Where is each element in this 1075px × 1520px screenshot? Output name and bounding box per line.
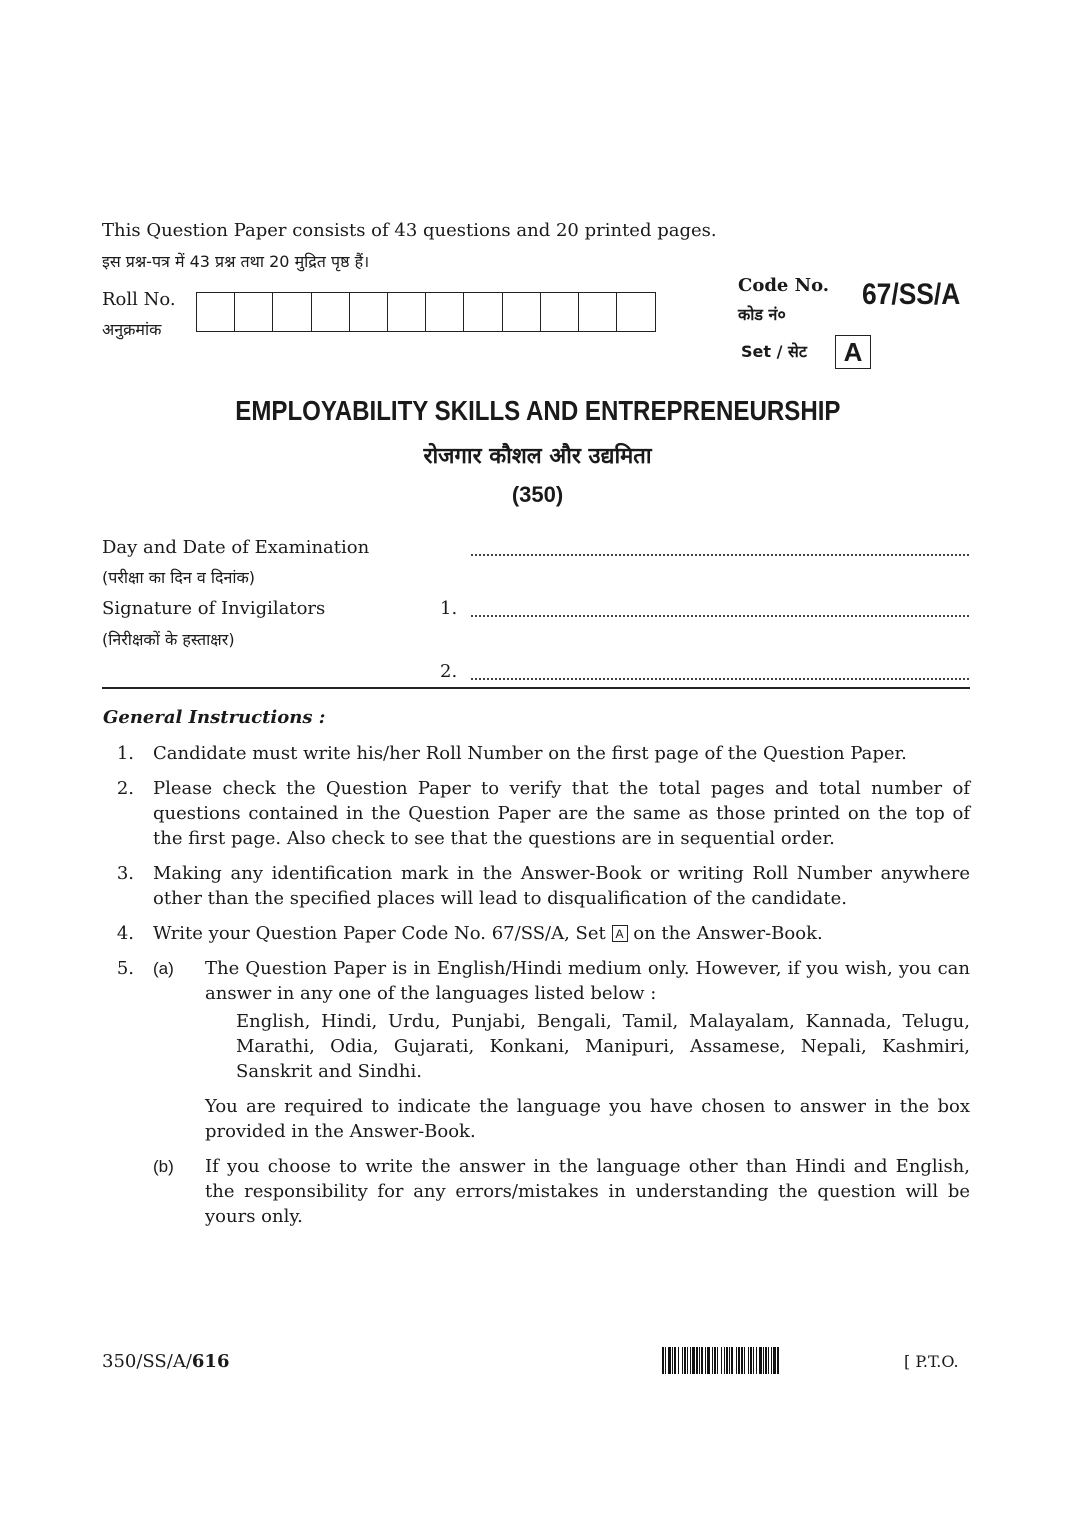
instruction-4-after: on the Answer-Book. bbox=[633, 923, 823, 944]
instruction-number: 4. bbox=[116, 923, 134, 944]
barcode-bar bbox=[777, 1347, 779, 1374]
instruction-5-body bbox=[153, 956, 970, 1229]
sub-a-note: You are required to indicate the language you have chosen to answer in the box provided in the Answer-Book. bbox=[205, 1096, 970, 1142]
roll-number-box[interactable] bbox=[426, 293, 464, 331]
code-value: 67/SS/A bbox=[862, 278, 961, 311]
roll-number-box[interactable] bbox=[617, 293, 655, 331]
divider bbox=[102, 687, 970, 689]
date-label-en: Day and Date of Examination bbox=[102, 537, 370, 558]
roll-number-box[interactable] bbox=[579, 293, 617, 331]
instructions-heading: General Instructions : bbox=[103, 707, 326, 728]
consists-line-en: This Question Paper consists of 43 questions and 20 printed pages. bbox=[102, 220, 717, 241]
consists-line-hi: इस प्रश्न-पत्र में 43 प्रश्न तथा 20 मुद्रित पृष्ठ हैं। bbox=[102, 252, 370, 271]
sub-b-text: If you choose to write the answer in the language other than Hindi and English, the responsibility for any errors/mistakes in understanding the question will be yours only. bbox=[205, 1156, 970, 1227]
instruction-text: Making any identification mark in the Answer-Book or writing Roll Number anywhere other than the specified places will lead to disqualification of the candidate. bbox=[153, 863, 970, 909]
signature-label-en: Signature of Invigilators bbox=[102, 598, 326, 619]
footer-code bbox=[102, 1351, 229, 1372]
instruction-item bbox=[102, 776, 970, 851]
roll-number-box[interactable] bbox=[503, 293, 541, 331]
roll-number-box[interactable] bbox=[312, 293, 350, 331]
roll-number-box[interactable] bbox=[464, 293, 502, 331]
roll-label-en: Roll No. bbox=[102, 289, 176, 310]
sub-a-text: The Question Paper is in English/Hindi medium only. However, if you wish, you can answer in any one of the languages listed below : bbox=[205, 958, 970, 1004]
barcode bbox=[662, 1347, 779, 1374]
instruction-item bbox=[102, 741, 970, 766]
signature-line-2[interactable] bbox=[471, 677, 969, 680]
sub-item-b bbox=[153, 1154, 970, 1229]
date-line[interactable] bbox=[471, 553, 969, 556]
roll-number-box[interactable] bbox=[350, 293, 388, 331]
roll-label-hi: अनुक्रमांक bbox=[102, 320, 162, 339]
instruction-number: 1. bbox=[116, 743, 134, 764]
sub-label-a: (a) bbox=[153, 959, 174, 978]
instruction-text bbox=[153, 921, 970, 946]
instruction-item bbox=[102, 921, 970, 946]
instruction-number: 2. bbox=[116, 778, 134, 799]
subject-code: (350) bbox=[511, 482, 564, 507]
footer-code-prefix: 350/SS/A/ bbox=[102, 1351, 192, 1372]
set-label: Set / सेट bbox=[741, 342, 807, 361]
paper-title-en: EMPLOYABILITY SKILLS AND ENTREPRENEURSHIP bbox=[234, 395, 841, 426]
roll-number-box[interactable] bbox=[388, 293, 426, 331]
sub-item-a bbox=[153, 956, 970, 1144]
signature-num-2: 2. bbox=[440, 661, 458, 682]
instruction-number: 5. bbox=[116, 958, 134, 979]
signature-label-hi: (निरीक्षकों के हस्ताक्षर) bbox=[102, 630, 235, 649]
instruction-text: Candidate must write his/her Roll Number on the first page of the Question Paper. bbox=[153, 743, 907, 764]
instruction-number: 3. bbox=[116, 863, 134, 884]
pto-label: [ P.T.O. bbox=[904, 1352, 959, 1371]
code-label-en: Code No. bbox=[738, 275, 830, 296]
code-label-hi: कोड नं० bbox=[738, 305, 786, 324]
roll-number-box[interactable] bbox=[541, 293, 579, 331]
date-label-hi: (परीक्षा का दिन व दिनांक) bbox=[102, 568, 256, 587]
languages-list: English, Hindi, Urdu, Punjabi, Bengali, Tamil, Malayalam, Kannada, Telugu, Marathi, Odia, Gujarati, Konkani, Manipuri, Assamese, Nepali, Kashmiri, Sanskrit and Sindhi. bbox=[236, 1011, 970, 1082]
set-box: A bbox=[835, 335, 871, 369]
paper-title-hi: रोजगार कौशल और उद्यमिता bbox=[423, 444, 652, 469]
instruction-item bbox=[102, 956, 970, 1229]
roll-number-box[interactable] bbox=[273, 293, 311, 331]
roll-number-box[interactable] bbox=[235, 293, 273, 331]
set-mini-box: A bbox=[612, 925, 628, 942]
footer-code-suffix: 616 bbox=[191, 1351, 230, 1372]
signature-line-1[interactable] bbox=[471, 614, 969, 617]
instruction-4-before: Write your Question Paper Code No. 67/SS/A, Set bbox=[153, 923, 606, 944]
instructions-list bbox=[102, 741, 970, 1229]
instruction-item bbox=[102, 861, 970, 911]
signature-num-1: 1. bbox=[440, 598, 458, 619]
instruction-text: Please check the Question Paper to verify that the total pages and total number of questions contained in the Question Paper are the same as those printed on the top of the first page. Also check to see that the questions are in sequential order. bbox=[153, 778, 970, 849]
roll-number-boxes[interactable] bbox=[196, 292, 656, 332]
sub-label-b: (b) bbox=[153, 1157, 174, 1176]
roll-number-box[interactable] bbox=[197, 293, 235, 331]
